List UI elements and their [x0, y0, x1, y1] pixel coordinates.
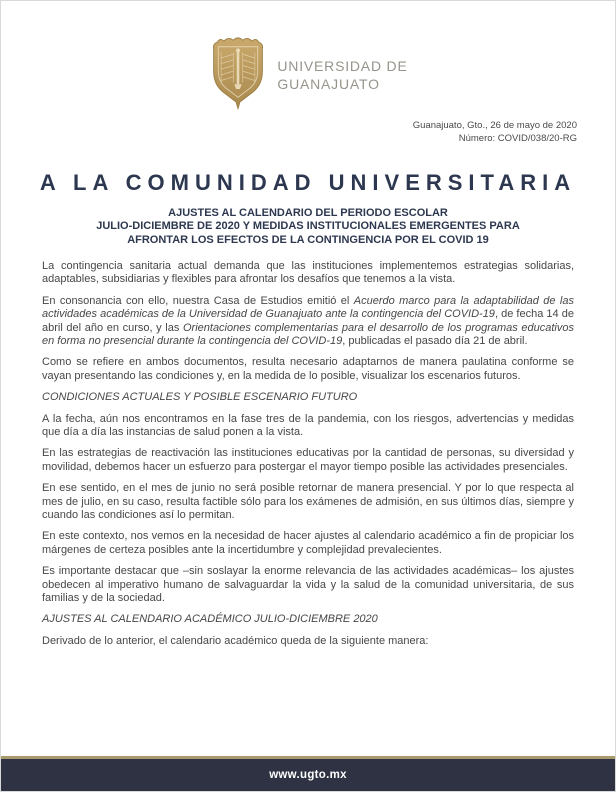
body-paragraph: En ese sentido, en el mes de junio no será posible retornar de manera presencial. Y por lo que respecta al mes de julio, en su caso, resulta factible sólo para los exámenes de admisión, en sus últimos días, siempre y cuando las condiciones así lo permitan. — [42, 482, 574, 521]
dateline-block — [1, 120, 577, 146]
page-title: A LA COMUNIDAD UNIVERSITARIA — [39, 169, 577, 195]
subtitle-line: AFRONTAR LOS EFECTOS DE LA CONTINGENCIA POR EL COVID 19 — [127, 234, 489, 247]
body-text-run: , publicadas el pasado día 21 de abril. — [342, 334, 528, 347]
subtitle-line: JULIO-DICIEMBRE DE 2020 Y MEDIDAS INSTITUCIONALES EMERGENTES PARA — [96, 220, 520, 233]
cited-document-title: Orientaciones complementarias para el desarrollo de los programas educativos en forma no presencial durante la contingencia del COVID-19 — [42, 321, 574, 347]
body-paragraph: En las estrategias de reactivación las instituciones educativas por la cantidad de personas, su diversidad y movilidad, debemos hacer un esfuerzo para postergar el mayor tiempo posible las actividades presenciales. — [42, 447, 574, 473]
document-number: Número: COVID/038/20-RG — [458, 132, 577, 144]
body-paragraph: Como se refiere en ambos documentos, resulta necesario adaptarnos de manera paulatina conforme se vayan presentando las condiciones y, en la medida de lo posible, visualizar los escenarios futuros. — [42, 356, 574, 382]
university-crest-icon — [208, 35, 268, 116]
university-wordmark — [277, 58, 407, 93]
footer-website-link[interactable]: www.ugto.mx — [269, 769, 347, 781]
subtitle-line: AJUSTES AL CALENDARIO DEL PERIODO ESCOLAR — [168, 206, 448, 219]
body-text-run: En consonancia con ello, nuestra Casa de Estudios emitió el — [42, 294, 354, 307]
letter-body — [42, 260, 574, 648]
body-paragraph: Derivado de lo anterior, el calendario académico queda de la siguiente manera: — [42, 634, 429, 647]
university-logo — [1, 1, 615, 116]
university-wordmark-line1: UNIVERSIDAD DE — [277, 58, 408, 74]
body-text-run: , de fecha 14 de abril del año en curso, y las — [42, 308, 574, 334]
page-subtitle — [1, 207, 615, 248]
body-paragraph: A la fecha, aún nos encontramos en la fase tres de la pandemia, con los riesgos, advertencias y medidas que día a día las instancias de salud ponen a la vista. — [42, 412, 574, 438]
university-wordmark-line2: GUANAJUATO — [277, 75, 380, 92]
section-heading-condiciones: CONDICIONES ACTUALES Y POSIBLE ESCENARIO FUTURO — [42, 391, 358, 404]
footer-bar — [1, 756, 615, 791]
body-paragraph: Es importante destacar que –sin soslayar la enorme relevancia de las actividades académicas– los ajustes obedecen al imperativo humano de salvaguardar la vida y la salud de la comunidad universitaria, de sus familias y de la sociedad. — [42, 565, 574, 604]
body-paragraph — [42, 295, 574, 349]
body-paragraph: En este contexto, nos vemos en la necesidad de hacer ajustes al calendario académico a fin de propiciar los márgenes de certeza posibles ante la incertidumbre y complejidad prevalecientes. — [42, 530, 574, 556]
cited-document-title: Acuerdo marco para la adaptabilidad de las actividades académicas de la Universidad de Guanajuato ante la contingencia del COVID-19 — [42, 294, 574, 321]
dateline: Guanajuato, Gto., 26 de mayo de 2020 — [412, 120, 577, 131]
body-paragraph: La contingencia sanitaria actual demanda que las instituciones implementemos estrategias solidarias, adaptables, subsidiarias y flexibles para afrontar los desafíos que tenemos a la vista. — [42, 259, 574, 286]
section-heading-ajustes: AJUSTES AL CALENDARIO ACADÉMICO JULIO-DICIEMBRE 2020 — [42, 613, 378, 626]
